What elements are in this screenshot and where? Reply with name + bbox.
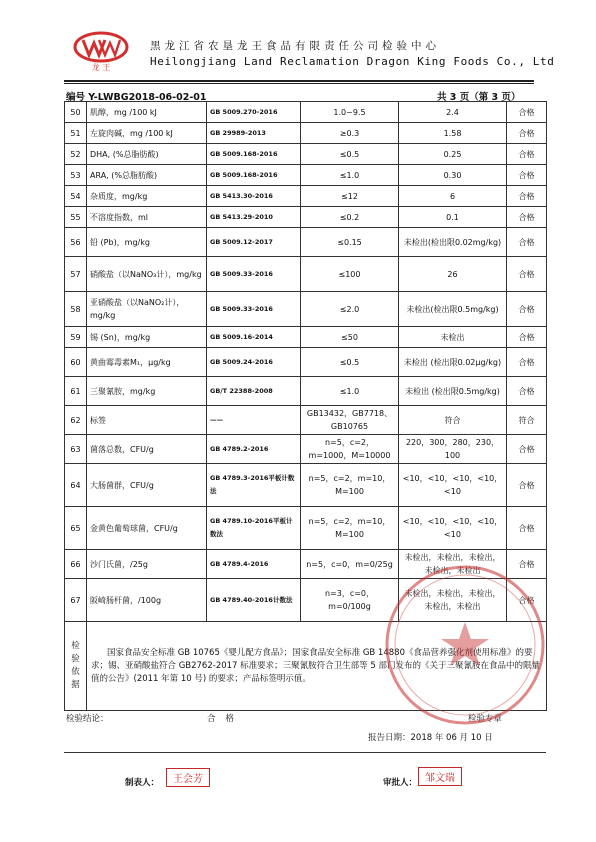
row-result: 未检出(检出限0.5mg/kg) — [399, 292, 507, 327]
table-row — [65, 327, 547, 348]
table-row — [65, 292, 547, 327]
row-result: 未检出，未检出，未检出，未检出，未检出 — [399, 550, 507, 579]
row-judgement: 合格 — [507, 348, 547, 377]
row-standard: GB 4789.40-2016计数法 — [207, 579, 301, 622]
table-row — [65, 123, 547, 144]
row-limit: n=5，c=2，m=10，M=100 — [301, 464, 399, 507]
table-row — [65, 507, 547, 550]
company-name-cn: 黑龙江省农垦龙王食品有限责任公司检验中心 — [150, 40, 440, 52]
row-item: 左旋肉碱，mg /100 kJ — [87, 123, 207, 144]
row-number: 63 — [65, 435, 87, 464]
row-limit: ≤50 — [301, 327, 399, 348]
row-judgement: 合格 — [507, 292, 547, 327]
row-limit: ≤2.0 — [301, 292, 399, 327]
row-standard: GB 5009.33-2016 — [207, 257, 301, 292]
row-result: <10，<10，<10，<10，<10 — [399, 507, 507, 550]
basis-label: 检验依据 — [65, 622, 87, 711]
row-result: 26 — [399, 257, 507, 292]
row-standard: GB 5413.30-2016 — [207, 186, 301, 207]
table-row — [65, 102, 547, 123]
row-standard: GB 5009.168-2016 — [207, 165, 301, 186]
row-item: 杂质度，mg/kg — [87, 186, 207, 207]
row-limit: n=3，c=0，m=0/100g — [301, 579, 399, 622]
row-item: 大肠菌群，CFU/g — [87, 464, 207, 507]
row-judgement: 合格 — [507, 207, 547, 228]
row-limit: ≤0.5 — [301, 144, 399, 165]
row-item: 铅 (Pb)，mg/kg — [87, 228, 207, 257]
row-judgement: 符合 — [507, 406, 547, 435]
row-item: 三聚氰胺，mg/kg — [87, 377, 207, 406]
row-result: 0.25 — [399, 144, 507, 165]
row-result: 0.30 — [399, 165, 507, 186]
row-standard: GB 5413.29-2010 — [207, 207, 301, 228]
row-number: 65 — [65, 507, 87, 550]
row-result: 1.58 — [399, 123, 507, 144]
row-number: 55 — [65, 207, 87, 228]
row-limit: ≤0.5 — [301, 348, 399, 377]
row-item: 肌醇，mg /100 kJ — [87, 102, 207, 123]
row-item: 金黄色葡萄球菌，CFU/g — [87, 507, 207, 550]
row-judgement: 合格 — [507, 144, 547, 165]
row-result: 6 — [399, 186, 507, 207]
row-limit: ≤0.15 — [301, 228, 399, 257]
row-number: 57 — [65, 257, 87, 292]
maker-label: 制表人： — [125, 778, 160, 788]
row-standard: GB 5009.16-2014 — [207, 327, 301, 348]
row-number: 62 — [65, 406, 87, 435]
row-result: 220，300，280，230，100 — [399, 435, 507, 464]
row-judgement: 合格 — [507, 228, 547, 257]
row-result: 符合 — [399, 406, 507, 435]
row-result: 未检出，未检出，未检出，未检出，未检出 — [399, 579, 507, 622]
row-item: 标签 — [87, 406, 207, 435]
table-row — [65, 165, 547, 186]
row-standard: GB/T 22388-2008 — [207, 377, 301, 406]
table-row — [65, 435, 547, 464]
row-limit: GB13432，GB7718、GB10765 — [301, 406, 399, 435]
table-row — [65, 550, 547, 579]
row-item: 硝酸盐（以NaNO₃计），mg/kg — [87, 257, 207, 292]
table-row — [65, 464, 547, 507]
row-limit: ≤0.2 — [301, 207, 399, 228]
row-result: 未检出 — [399, 327, 507, 348]
row-number: 60 — [65, 348, 87, 377]
row-limit: n=5，c=2，m=10，M=100 — [301, 507, 399, 550]
row-number: 52 — [65, 144, 87, 165]
footer-divider — [64, 752, 546, 753]
row-number: 66 — [65, 550, 87, 579]
row-judgement: 合格 — [507, 435, 547, 464]
row-limit: ≤100 — [301, 257, 399, 292]
row-limit: 1.0~9.5 — [301, 102, 399, 123]
row-standard: GB 5009.168-2016 — [207, 144, 301, 165]
row-limit: n=5，c=0，m=0/25g — [301, 550, 399, 579]
row-standard: GB 4789.3-2016平板计数法 — [207, 464, 301, 507]
inspection-seal-label: 检验专章 — [468, 714, 503, 724]
row-item: 亚硝酸盐（以NaNO₂计），mg/kg — [87, 292, 207, 327]
row-judgement: 合格 — [507, 579, 547, 622]
row-item: 阪崎肠杆菌，/100g — [87, 579, 207, 622]
conclusion-label: 检验结论： — [66, 714, 109, 724]
row-number: 50 — [65, 102, 87, 123]
row-standard: GB 5009.33-2016 — [207, 292, 301, 327]
company-logo — [72, 30, 130, 72]
row-standard: —— — [207, 406, 301, 435]
row-number: 54 — [65, 186, 87, 207]
row-standard: GB 4789.4-2016 — [207, 550, 301, 579]
row-standard: GB 29989-2013 — [207, 123, 301, 144]
row-standard: GB 5009.12-2017 — [207, 228, 301, 257]
row-limit: ≤1.0 — [301, 377, 399, 406]
report-date: 报告日期：2018 年 06 月 10 日 — [368, 733, 493, 743]
approver-label: 审批人： — [383, 778, 418, 788]
table-row — [65, 207, 547, 228]
row-result: 未检出 (检出限0.5mg/kg) — [399, 377, 507, 406]
row-judgement: 合格 — [507, 165, 547, 186]
row-standard: GB 4789.10-2016平板计数法 — [207, 507, 301, 550]
basis-row — [65, 622, 547, 711]
row-result: 0.1 — [399, 207, 507, 228]
row-item: 不溶度指数，ml — [87, 207, 207, 228]
row-result: 2.4 — [399, 102, 507, 123]
row-limit: ≤12 — [301, 186, 399, 207]
row-number: 61 — [65, 377, 87, 406]
results-table — [64, 101, 547, 711]
row-item: ARA, (%总脂肪酸) — [87, 165, 207, 186]
approver-signature-stamp: 邹文瑞 — [418, 767, 462, 786]
row-number: 56 — [65, 228, 87, 257]
row-number: 53 — [65, 165, 87, 186]
row-limit: ≤1.0 — [301, 165, 399, 186]
table-row — [65, 579, 547, 622]
row-item: DHA, (%总脂肪酸) — [87, 144, 207, 165]
table-row — [65, 406, 547, 435]
row-judgement: 合格 — [507, 327, 547, 348]
company-name-en: Heilongjiang Land Reclamation Dragon King Foods Co., Ltd — [150, 55, 555, 68]
row-standard: GB 5009.24-2016 — [207, 348, 301, 377]
row-judgement: 合格 — [507, 102, 547, 123]
results-table-body — [65, 102, 547, 622]
row-number: 67 — [65, 579, 87, 622]
row-result: <10，<10，<10，<10，<10 — [399, 464, 507, 507]
logo-text: 龙 王 — [91, 63, 111, 72]
report-number: 编号 Y-LWBG2018-06-02-01 — [66, 92, 207, 103]
row-judgement: 合格 — [507, 464, 547, 507]
table-row — [65, 348, 547, 377]
row-judgement: 合格 — [507, 123, 547, 144]
row-limit: n=5，c=2，m=1000，M=10000 — [301, 435, 399, 464]
row-judgement: 合格 — [507, 257, 547, 292]
row-standard: GB 4789.2-2016 — [207, 435, 301, 464]
row-number: 51 — [65, 123, 87, 144]
basis-text: 国家食品安全标准 GB 10765《婴儿配方食品》；国家食品安全标准 GB 14880《食品营养强化剂使用标准》的要求；锡、亚硝酸盐符合 GB2762-2017 标准要求；三聚氰胺符合卫生部等 5 部门发布的《关于三聚氰胺在食品中的限量值的公告》(2011 年第 10 号) 的要求；产品标签明示值。 — [87, 622, 547, 711]
row-judgement: 合格 — [507, 186, 547, 207]
row-judgement: 合格 — [507, 507, 547, 550]
conclusion-value: 合格 — [207, 714, 245, 724]
maker-signature-stamp: 王会芳 — [166, 768, 210, 787]
table-row — [65, 377, 547, 406]
table-row — [65, 257, 547, 292]
row-judgement: 合格 — [507, 550, 547, 579]
table-row — [65, 228, 547, 257]
row-number: 58 — [65, 292, 87, 327]
row-result: 未检出(检出限0.02mg/kg) — [399, 228, 507, 257]
row-item: 锡 (Sn)，mg/kg — [87, 327, 207, 348]
row-result: 未检出 (检出限0.02μg/kg) — [399, 348, 507, 377]
row-item: 沙门氏菌，/25g — [87, 550, 207, 579]
row-standard: GB 5009.270-2016 — [207, 102, 301, 123]
row-number: 64 — [65, 464, 87, 507]
header-divider-thin — [64, 83, 534, 84]
row-limit: ≥0.3 — [301, 123, 399, 144]
table-row — [65, 144, 547, 165]
page-indicator: 共 3 页（第 3 页） — [437, 92, 521, 103]
table-row — [65, 186, 547, 207]
row-item: 菌落总数，CFU/g — [87, 435, 207, 464]
header-divider — [64, 80, 534, 82]
row-item: 黄曲霉毒素M₁，μg/kg — [87, 348, 207, 377]
row-number: 59 — [65, 327, 87, 348]
row-judgement: 合格 — [507, 377, 547, 406]
